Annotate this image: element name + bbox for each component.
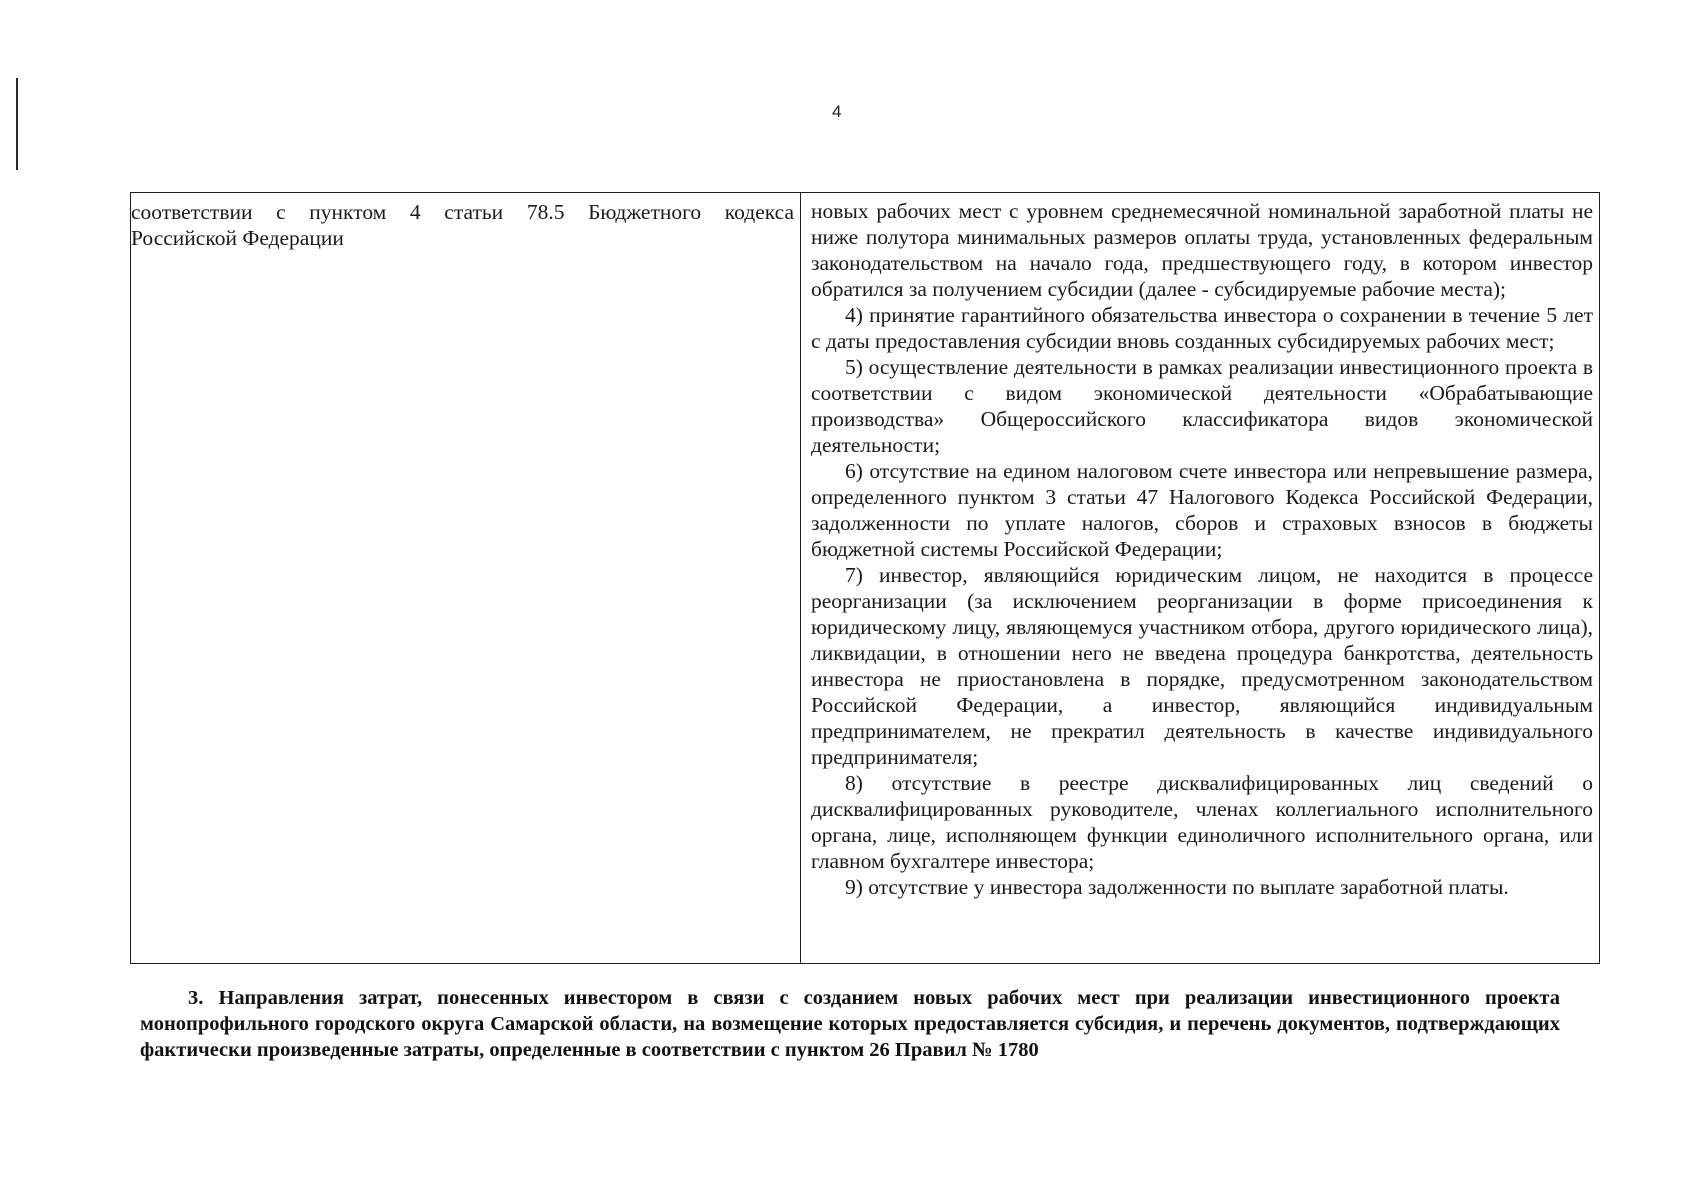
left-cell-line-1: соответствии с пунктом 4 статьи 78.5 Бюджетного кодекса [131,200,794,224]
list-item-8: 8) отсутствие в реестре дисквалифицированных лиц сведений о дисквалифицированных руководителе, членах коллегиального исполнительного органа, лице, исполняющем функции единоличного исполнительного органа, или главном бухгалтере инвестора; [811,771,1593,873]
section-heading: 3. Направления затрат, понесенных инвестором в связи с созданием новых рабочих мест при реализации инвестиционного проекта монопрофильного городского округа Самарской области, на возмещение которых предоставляется субсидия, и перечень документов, подтверждающих фактически произведенные затраты, определенные в соответствии с пунктом 26 Правил № 1780 [140,987,1560,1061]
left-cell-text [131,199,794,251]
list-item-7: 7) инвестор, являющийся юридическим лицом, не находится в процессе реорганизации (за исключением реорганизации в форме присоединения к юридическому лицу, являющемуся участником отбора, другого юридического лица), ликвидации, в отношении него не введена процедура банкротства, деятельность инвестора не приостановлена в порядке, предусмотренном законодательством Российской Федерации, а инвестор, являющийся индивидуальным предпринимателем, не прекратил деятельность в качестве индивидуального предпринимателя; [811,563,1593,769]
table-cell-right [801,193,1599,963]
page-number: 4 [832,102,842,121]
list-item-9: 9) отсутствие у инвестора задолженности по выплате заработной платы. [845,875,1509,899]
table-cell-left [131,193,801,963]
list-item-4: 4) принятие гарантийного обязательства инвестора о сохранении в течение 5 лет с даты предоставления субсидии вновь созданных субсидируемых рабочих мест; [811,303,1593,353]
paragraph-continuation: новых рабочих мест с уровнем среднемесячной номинальной заработной платы не ниже полутора минимальных размеров оплаты труда, установленных федеральным законодательством на начало года, предшествующего году, в котором инвестор обратился за получением субсидии (далее - субсидируемые рабочие места); [811,199,1593,301]
conditions-table [130,192,1600,964]
list-item-5: 5) осуществление деятельности в рамках реализации инвестиционного проекта в соответствии с видом экономической деятельности «Обрабатывающие производства» Общероссийского классификатора видов экономической деятельности; [811,355,1593,457]
list-item-6: 6) отсутствие на едином налоговом счете инвестора или непревышение размера, определенного пунктом 3 статьи 47 Налогового Кодекса Российской Федерации, задолженности по уплате налогов, сборов и страховых взносов в бюджеты бюджетной системы Российской Федерации; [811,459,1593,561]
left-cell-line-2: Российской Федерации [131,226,344,250]
scan-margin-line [16,78,18,170]
